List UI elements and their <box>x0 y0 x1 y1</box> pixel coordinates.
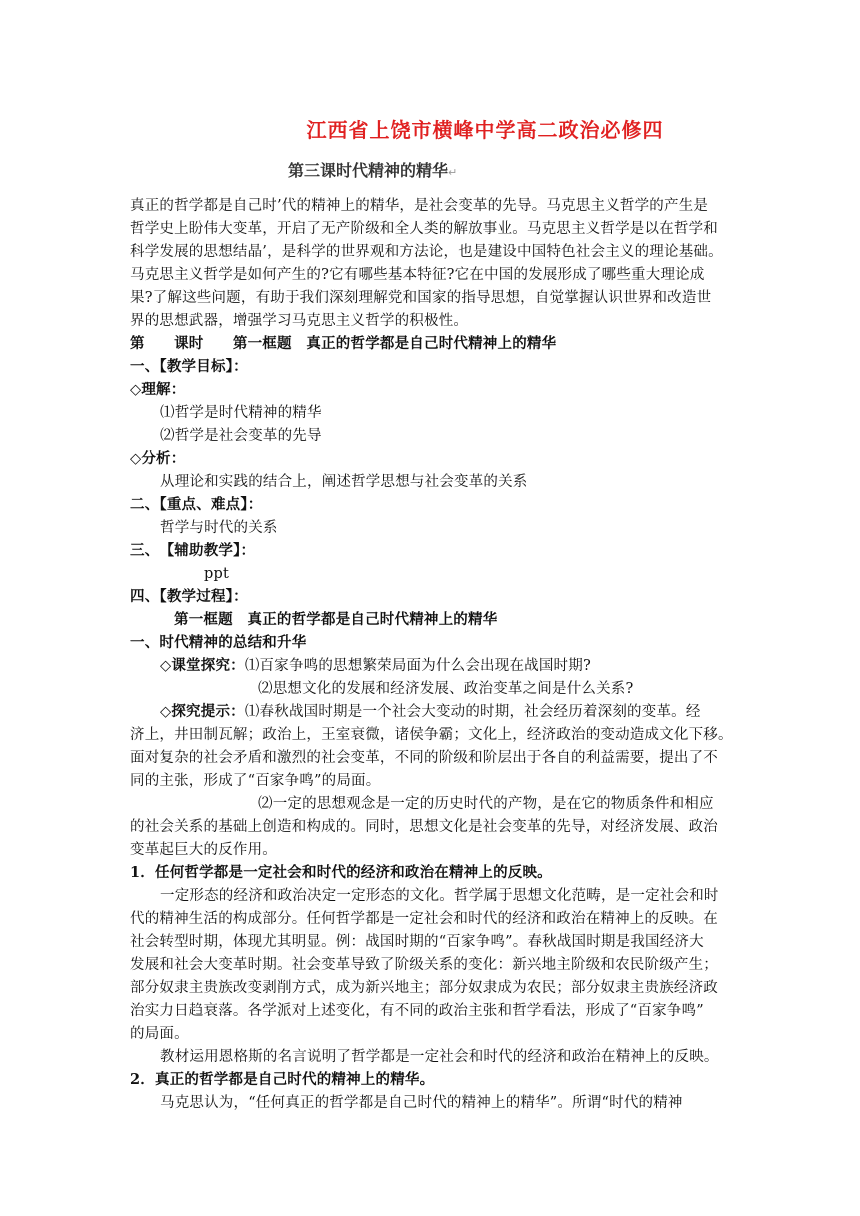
lesson-subtitle <box>288 158 457 181</box>
body-line: 代的精神生活的构成部分。任何哲学都是一定社会和时代的经济和政治在精神上的反映。在 <box>130 911 718 927</box>
hint-text: 面对复杂的社会矛盾和激烈的社会变革，不同的阶级和阶层出于各自的利益需要，提出了不 <box>130 750 718 766</box>
intro-line: 马克思主义哲学是如何产生的?它有哪些基本特征?它在中国的发展形成了哪些重大理论成 <box>130 267 705 283</box>
point-heading: 1．任何哲学都是一定社会和时代的经济和政治在精神上的反映。 <box>130 864 552 881</box>
hint-text: 变革起巨大的反作用。 <box>130 842 277 858</box>
document-title: 江西省上饶市横峰中学高二政治必修四 <box>306 118 664 142</box>
paragraph-mark-icon: ↵ <box>448 166 458 179</box>
body-line: 治实力日趋衰落。各学派对上述变化，有不同的政治主张和哲学看法，形成了“百家争鸣” <box>130 1003 704 1019</box>
hint-line <box>160 702 762 722</box>
subtitle-text: 第三课时代精神的精华 <box>288 161 449 180</box>
section-heading: 三、 【辅助教学】： <box>130 542 256 559</box>
explore-question: ⑵思想文化的发展和经济发展、政治变革之间是什么关系? <box>258 681 634 697</box>
body-line: 发展和社会大变革时期。社会变革导致了阶级关系的变化：新兴地主阶级和农民阶级产生； <box>130 957 718 973</box>
hint-text: ⑴春秋战国时期是一个社会大变动的时期，社会经历着深刻的变革。经 <box>244 704 701 720</box>
section-heading: 二、【重点、难点】： <box>130 496 263 513</box>
explore-question: ⑴百家争鸣的思想繁荣局面为什么会出现在战国时期? <box>244 658 591 674</box>
body-line: 的局面。 <box>130 1026 189 1042</box>
explore-line <box>160 656 762 676</box>
body-line: 部分奴隶主贵族改变剥削方式，成为新兴地主；部分奴隶成为农民；部分奴隶主贵族经济政 <box>130 980 718 996</box>
explore-label: ◇课堂探究： <box>160 657 245 674</box>
section-heading: 四、【教学过程】： <box>130 588 248 605</box>
hint-text: 的社会关系的基础上创造和构成的。同时，思想文化是社会变革的先导，对经济发展、政治 <box>130 819 718 835</box>
hint-text: 济上，井田制瓦解；政治上，王室衰微，诸侯争霸；文化上，经济政治的变动造成文化下移。 <box>130 727 733 743</box>
intro-line: 真正的哲学都是自己时’代的精神上的精华，是社会变革的先导。马克思主义哲学的产生是 <box>130 198 709 214</box>
intro-line: 界的思想武器，增强学习马克思主义哲学的积极性。 <box>130 313 469 329</box>
objective-item: ⑴哲学是时代精神的精华 <box>160 405 322 421</box>
section-heading: 一、【教学目标】： <box>130 358 248 375</box>
aid-item: ppt <box>204 566 229 582</box>
understand-label: ◇理解： <box>130 381 186 398</box>
objective-item: ⑵哲学是社会变革的先导 <box>160 428 322 444</box>
hint-label: ◇探究提示： <box>160 703 245 720</box>
intro-line: 哲学史上盼伟大变革，开启了无产阶级和全人类的解放事业。马克思主义哲学是以在哲学和 <box>130 221 718 237</box>
objective-item: 从理论和实践的结合上，阐述哲学思想与社会变革的关系 <box>160 474 528 490</box>
frame-heading: 第一框题 真正的哲学都是自己时代精神上的精华 <box>174 611 498 628</box>
lesson-heading: 第 课时 第一框题 真正的哲学都是自己时代精神上的精华 <box>130 335 557 352</box>
intro-line: 科学发展的思想结晶’，是科学的世界观和方法论，也是建设中国特色社会主义的理论基础。 <box>130 244 723 260</box>
body-line: 一定形态的经济和政治决定一定形态的文化。哲学属于思想文化范畴，是一定社会和时 <box>160 888 719 904</box>
part-heading: 一、时代精神的总结和升华 <box>130 634 307 651</box>
hint-text: ⑵一定的思想观念是一定的历史时代的产物，是在它的物质条件和相应 <box>258 796 714 812</box>
body-line: 社会转型时期，体现尤其明显。例：战国时期的“百家争鸣”。春秋战国时期是我国经济大 <box>130 934 704 950</box>
intro-line: 果?了解这些问题，有助于我们深刻理解党和国家的指导思想，自觉掌握认识世界和改造世 <box>130 290 712 306</box>
body-line: 教材运用恩格斯的名言说明了哲学都是一定社会和时代的经济和政治在精神上的反映。 <box>160 1049 719 1065</box>
body-line: 马克思认为，“任何真正的哲学都是自己时代的精神上的精华”。所谓“时代的精神 <box>160 1095 683 1111</box>
analyze-label: ◇分析： <box>130 450 186 467</box>
hint-text: 同的主张，形成了“百家争鸣”的局面。 <box>130 773 381 789</box>
point-heading: 2．真正的哲学都是自己时代的精神上的精华。 <box>130 1071 435 1088</box>
key-point-item: 哲学与时代的关系 <box>160 520 278 536</box>
